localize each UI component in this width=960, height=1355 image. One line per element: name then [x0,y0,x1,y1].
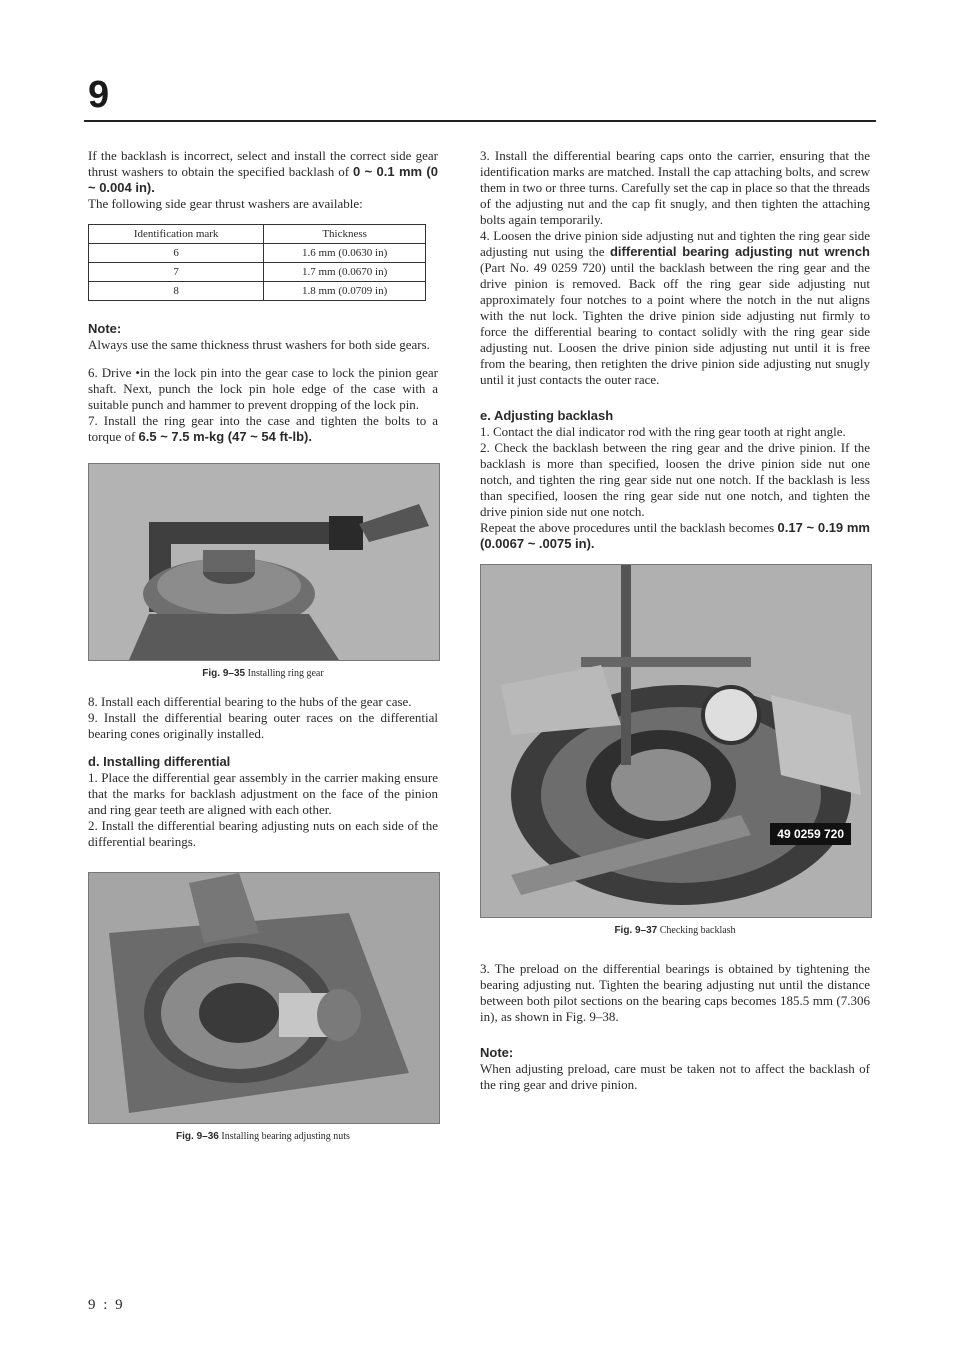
step-e1: 1. Contact the dial indicator rod with the ring gear tooth at right angle. [480,424,846,439]
backlash-paragraph: If the backlash is incorrect, select and install the correct side gear thrust washers to obtain the specified backlash of 0 ~ 0.1 mm (0 ~ 0.004 in). The following side gear thrust washers are available: [88,148,438,211]
fig-9-37-caption: Fig. 9–37 Checking backlash [614,925,736,936]
thrust-washer-table [88,224,426,301]
section-e-heading: e. Adjusting backlash [480,408,614,423]
step-8: 8. Install each differential bearing to the hubs of the gear case. [88,694,412,709]
note-heading: Note: [480,1045,514,1060]
ring-gear-illustration [89,464,439,660]
note-heading: Note: [88,321,122,336]
page-number: 9 : 9 [88,1297,125,1313]
step-3-caps: 3. Install the differential bearing caps onto the carrier, ensuring that the identification marks are matched. Install the cap attaching bolts, and screw them in two or three turns. Carefully set the cap in place so that the threads of the adjusting nut and the cap fit snugly, and then tighten the attaching bolts again temporarily. [480,148,870,227]
table-cell: 1.7 mm (0.0670 in) [264,263,426,282]
header-rule [84,120,876,122]
table-cell: 1.8 mm (0.0709 in) [264,282,426,301]
fig-9-35-caption: Fig. 9–35 Installing ring gear [202,668,324,679]
section-d-heading: d. Installing differential [88,754,231,769]
chapter-number: 9 [88,74,110,116]
step-d2: 2. Install the differential bearing adjusting nuts on each side of the differential bearings. [88,818,438,849]
table-cell: 6 [89,244,264,263]
col-header-id: Identification mark [89,225,264,244]
table-cell: 1.6 mm (0.0630 in) [264,244,426,263]
right-column [480,148,870,1105]
step-4: 4. Loosen the drive pinion side adjusting nut and tighten the ring gear side adjusting nut using the differential bearing adjusting nut wrench (Part No. 49 0259 720) until the backlash between the ring gear and the drive pinion is removed. Back off the ring gear side adjusting nut approximately four notches to a point where the notch in the nut aligns with the nut lock. Tighten the drive pinion side adjusting nut firmly to force the differential bearing to contact solidly with the ring gear side adjusting nut. Loosen the drive pinion side adjusting nut until it is free from the bearing, then retighten the drive pinion side adjusting nut snugly until it just contacts the outer race. [480,228,870,387]
table-cell: 8 [89,282,264,301]
table-row [89,263,426,282]
step-6: 6. Drive •in the lock pin into the gear case to lock the pinion gear shaft. Next, punch the lock pin hole edge of the case with a suitable punch and hammer to prevent dropping of the lock pin. [88,365,438,412]
table-row [89,282,426,301]
note-text: Always use the same thickness thrust washers for both side gears. [88,337,430,352]
note-text: When adjusting preload, care must be taken not to affect the backlash of the ring gear and drive pinion. [480,1061,870,1092]
col-header-thickness: Thickness [264,225,426,244]
differential-illustration [89,873,439,1123]
fig-9-36-photo [88,872,440,1124]
preload-step-3: 3. The preload on the differential bearings is obtained by tightening the bearing adjusting nut. Tighten the bearing adjusting nut until the distance between both pilot sections on the bearing caps becomes 185.5 mm (7.306 in), as shown in Fig. 9–38. [480,961,870,1024]
step-d1: 1. Place the differential gear assembly in the carrier making ensure that the marks for backlash adjustment on the face of the pinion and ring gear teeth are aligned with each other. [88,770,438,817]
table-header-row [89,225,426,244]
step-9: 9. Install the differential bearing outer races on the differential bearing cones originally installed. [88,710,438,741]
table-row [89,244,426,263]
dial-indicator-illustration [481,565,871,917]
tool-number-badge: 49 0259 720 [770,823,851,845]
step-e2: 2. Check the backlash between the ring gear and the drive pinion. If the backlash is more than specified, loosen the drive pinion side nut one notch, and tighten the ring gear side nut one notch. If the backlash is less than specified, loosen the ring gear side nut one notch, and tighten the drive pinion side nut one notch. [480,440,870,519]
left-column [88,148,438,1157]
step-7: 7. Install the ring gear into the case and tighten the bolts to a torque of 6.5 ~ 7.5 m-kg (47 ~ 54 ft-lb). [88,413,438,444]
fig-9-35-photo [88,463,440,661]
table-cell: 7 [89,263,264,282]
fig-9-36-caption: Fig. 9–36 Installing bearing adjusting nuts [176,1131,350,1142]
repeat-procedure: Repeat the above procedures until the backlash becomes 0.17 ~ 0.19 mm (0.0067 ~ .0075 in). [480,520,870,551]
fig-9-37-photo [480,564,872,918]
